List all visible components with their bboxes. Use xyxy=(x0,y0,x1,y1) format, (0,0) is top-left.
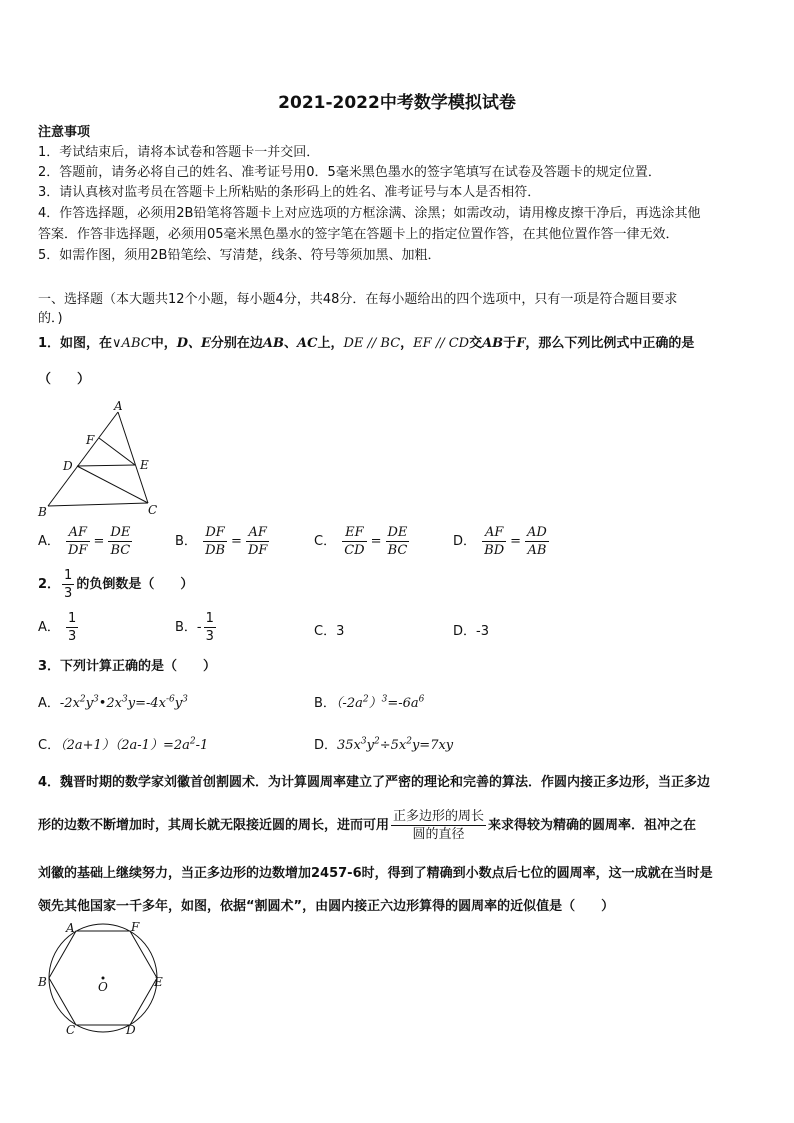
q1-option-d[interactable]: D． $\frac{AF}{BD}$ = $\frac{AD}{AB}$ xyxy=(453,525,547,558)
label-o: O xyxy=(98,980,108,994)
option-letter: A． xyxy=(38,534,60,549)
q3-option-b[interactable] xyxy=(314,692,424,711)
question-4-line-3: 刘徽的基础上继续努力，当正多边形的边数增加2457-6时，得到了精确到小数点后七位的圆周率，这一成就在当时是 xyxy=(38,866,713,881)
label-b: B xyxy=(38,505,47,519)
q1-text: 于 xyxy=(503,336,517,351)
label-a: A xyxy=(66,921,75,935)
q1-option-c[interactable]: C． $\frac{EF}{CD}$ = $\frac{DE}{BC}$ xyxy=(314,525,408,558)
q1-text: 中， xyxy=(150,336,177,351)
q2-option-b[interactable]: B．- $\frac{1}{3}$ xyxy=(175,611,214,644)
label-e: E xyxy=(154,975,163,989)
section1-heading: 一、选择题（本大题共12个小题，每小题4分，共48分．在每小题给出的四个选项中，只有一项是符合题目要求 xyxy=(38,292,678,307)
q3-expr-a: $-2x^2y^3•2x^3y=-4x^{-6}y^3$ xyxy=(59,694,188,711)
label-b: B xyxy=(38,975,47,989)
q1-text: ， xyxy=(400,336,414,351)
option-letter: B． xyxy=(314,696,336,711)
option-letter: D． xyxy=(453,624,477,639)
question-4-line-1: 4．魏晋时期的数学家刘徽首创割圆术．为计算圆周率建立了严密的理论和完善的算法．作圆内接正多边形，当正多边 xyxy=(38,775,711,790)
q1-side: AB xyxy=(482,336,504,351)
q3-expr-c: $(2a+1)(2a-1)=2a^2-1$ xyxy=(60,736,209,753)
fraction: $\frac{DE}{BC}$ xyxy=(110,525,131,558)
fraction: $\frac{\text{正多边形的周长}}{\text{圆的直径}}$ xyxy=(393,809,485,842)
label-c: C xyxy=(148,503,158,517)
option-letter: A． xyxy=(38,696,60,711)
q3-option-a[interactable] xyxy=(38,692,188,711)
question-3-stem: 3．下列计算正确的是（ ） xyxy=(38,659,217,674)
q1-option-a[interactable]: A． $\frac{AF}{DF}$ = $\frac{DE}{BC}$ xyxy=(38,525,131,558)
option-letter: B． xyxy=(175,534,197,549)
q1-points: D、E xyxy=(176,336,211,351)
option-letter: C． xyxy=(314,624,337,639)
notice-item-1: 1．考试结束后，请将本试卷和答题卡一并交回． xyxy=(38,145,320,160)
q2-option-d[interactable]: D．-3 xyxy=(453,624,489,639)
label-e: E xyxy=(140,458,149,472)
question-1-paren: （ ） xyxy=(38,372,91,387)
q1-text: 分别在边 xyxy=(210,336,263,351)
notice-item-2: 2．答题前，请务必将自己的姓名、准考证号用0．5毫米黑色墨水的签字笔填写在试卷及答题卡的规定位置． xyxy=(38,165,661,180)
q1-text: 交 xyxy=(469,336,483,351)
notice-item-5: 5．如需作图，须用2B铅笔绘、写清楚，线条、符号等须加黑、加粗． xyxy=(38,248,441,263)
q1-text: ，那么下列比例式中正确的是 xyxy=(525,336,695,351)
q1-text: 1．如图，在 xyxy=(38,336,113,351)
fraction: $\frac{DE}{BC}$ xyxy=(387,525,408,558)
option-letter: C． xyxy=(38,738,61,753)
label-a: A xyxy=(114,400,123,413)
q1-text: 、 xyxy=(284,336,298,351)
page-title: 2021-2022中考数学模拟试卷 xyxy=(278,93,516,113)
option-letter: D． xyxy=(314,738,338,753)
q3-expr-d: $35x^3y^2\div 5x^2y=7xy$ xyxy=(337,736,454,753)
option-letter: B． xyxy=(175,620,197,635)
fraction: $\frac{1}{3}$ xyxy=(205,611,214,644)
q4-hexagon-figure xyxy=(36,918,170,1038)
q2-option-c[interactable]: C．3 xyxy=(314,624,345,639)
option-letter: C． xyxy=(314,534,337,549)
q1-triangle: ∨ABC xyxy=(112,336,151,351)
q2-option-a[interactable] xyxy=(38,610,80,645)
label-d: D xyxy=(63,459,73,473)
option-letter: D． xyxy=(453,534,477,549)
q1-triangle-figure xyxy=(36,400,166,520)
fraction: $\frac{DF}{DB}$ xyxy=(205,525,226,558)
q1-side: AC xyxy=(297,336,318,351)
notice-item-4: 4．作答选择题，必须用2B铅笔将答题卡上对应选项的方框涂满、涂黑；如需改动，请用橡皮擦干净后，再选涂其他 xyxy=(38,206,701,221)
label-f: F xyxy=(86,433,95,447)
label-d: D xyxy=(126,1023,136,1037)
fraction: $\frac{1}{3}$ xyxy=(68,611,77,644)
notice-item-3: 3．请认真核对监考员在答题卡上所粘贴的条形码上的姓名、准考证号与本人是否相符． xyxy=(38,185,541,200)
q1-option-b[interactable]: B． $\frac{DF}{DB}$ = $\frac{AF}{DF}$ xyxy=(175,525,268,558)
question-2-stem: 2． $\frac{1}{3}$ 的负倒数是（ ） xyxy=(38,568,194,601)
label-f: F xyxy=(131,920,140,934)
q3-option-d[interactable] xyxy=(314,734,453,753)
section1-heading-cont: 的．) xyxy=(38,311,63,326)
notice-item-4-cont: 答案．作答非选择题，必须用05毫米黑色墨水的签字笔在答题卡上的指定位置作答，在其他位置作答一律无效． xyxy=(38,227,679,242)
q3-option-c[interactable] xyxy=(38,734,208,753)
q1-point: F xyxy=(516,336,526,351)
question-1-stem xyxy=(38,332,694,351)
q1-condition: DE // BC xyxy=(343,336,401,351)
question-4-line-2: 形的边数不断增加时，其周长就无限接近圆的周长，进而可用 $\frac{\text{正多边形的周长}}{\text{圆的直径}}$ 来求得较为精确的圆周率．祖冲之在 xyxy=(38,809,697,842)
fraction: $\frac{AF}{DF}$ xyxy=(247,525,268,558)
fraction: $\frac{1}{3}$ xyxy=(64,568,73,601)
q3-expr-b: $(-2a^2)^3=-6a^6$ xyxy=(335,694,425,711)
fraction: $\frac{AF}{BD}$ xyxy=(484,525,505,558)
option-letter: A． xyxy=(38,620,60,635)
q1-text: 上， xyxy=(317,336,344,351)
q1-condition: EF // CD xyxy=(413,336,470,351)
notice-heading: 注意事项 xyxy=(38,125,91,140)
fraction: $\frac{AF}{DF}$ xyxy=(68,525,88,558)
q1-side: AB xyxy=(262,336,284,351)
fraction: $\frac{EF}{CD}$ xyxy=(344,525,365,558)
question-4-line-4: 领先其他国家一千多年，如图，依据“割圆术”，由圆内接正六边形算得的圆周率的近似值是（ ） xyxy=(38,899,615,914)
label-c: C xyxy=(66,1023,76,1037)
fraction: $\frac{AD}{AB}$ xyxy=(527,525,547,558)
